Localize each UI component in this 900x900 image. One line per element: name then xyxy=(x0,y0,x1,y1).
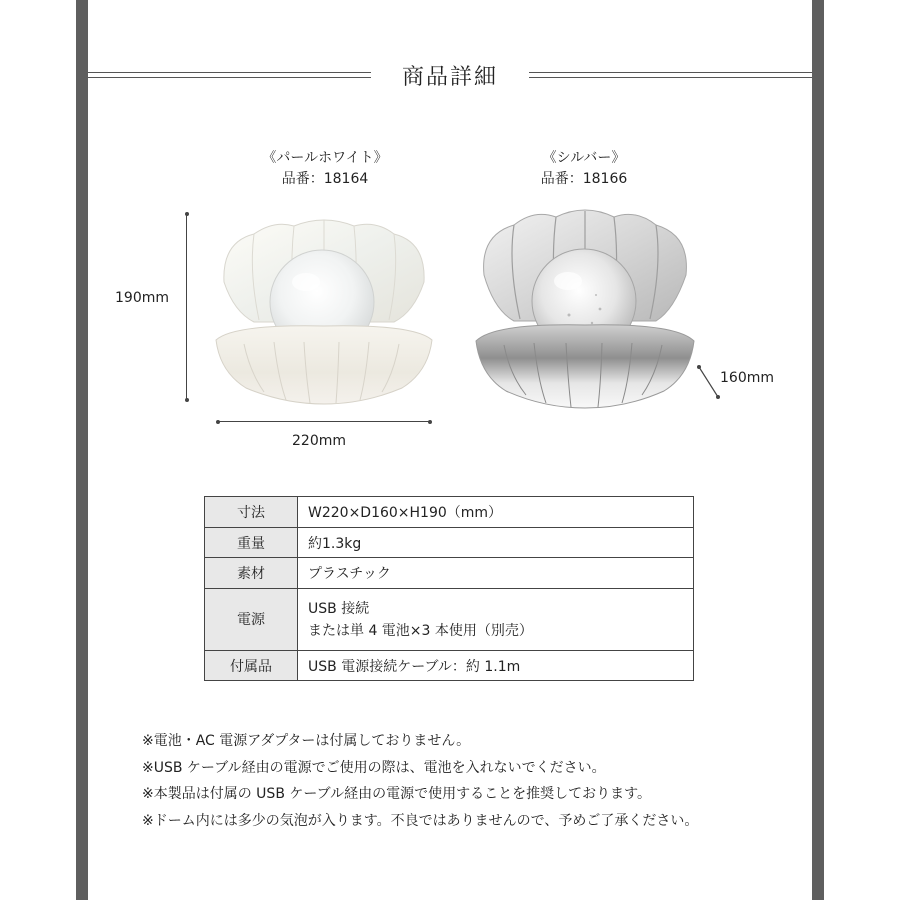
notes-list xyxy=(142,728,802,834)
spec-table xyxy=(204,496,694,681)
height-dimension-line xyxy=(186,214,187,400)
variant-pearl-name: 《パールホワイト》 xyxy=(262,150,388,166)
heading-rule-right xyxy=(529,72,812,78)
table-row xyxy=(205,589,694,651)
width-dimension-label: 220mm xyxy=(292,433,346,449)
section-heading xyxy=(88,56,812,96)
page-title: 商品詳細 xyxy=(401,65,498,90)
spec-value-material: プラスチック xyxy=(298,558,694,589)
spec-key-size: 寸法 xyxy=(205,497,298,528)
frame-border-right xyxy=(812,0,824,900)
spec-value-power-line2: または単 4 電池×3 本使用（別売） xyxy=(308,622,533,639)
variant-silver-name: 《シルバー》 xyxy=(542,150,626,166)
pearl-white-shell-lamp-image xyxy=(214,212,434,407)
table-row xyxy=(205,651,694,681)
note-item: ※本製品は付属の USB ケーブル経由の電源で使用することを推奨しております。 xyxy=(142,786,651,802)
spec-value-accessory: USB 電源接続ケーブル：約 1.1m xyxy=(298,651,694,681)
table-row xyxy=(205,558,694,589)
spec-key-weight: 重量 xyxy=(205,528,298,558)
variant-silver-code: 品番：18166 xyxy=(540,171,628,187)
width-dim-dot-left xyxy=(216,420,220,424)
variant-pearl-label xyxy=(215,148,435,190)
spec-value-weight: 約1.3kg xyxy=(298,528,694,558)
depth-dimension-label: 160mm xyxy=(720,370,774,386)
table-row xyxy=(205,497,694,528)
height-dimension-label: 190mm xyxy=(115,290,169,306)
spec-key-power: 電源 xyxy=(205,589,298,651)
note-item: ※USB ケーブル経由の電源でご使用の際は、電池を入れないでください。 xyxy=(142,759,606,776)
width-dimension-line xyxy=(218,421,430,422)
variant-silver-label xyxy=(474,148,694,190)
page-margin-left xyxy=(0,0,76,900)
note-item: ※ドーム内には多少の気泡が入ります。不良ではありませんので、予めご了承ください。 xyxy=(142,812,699,829)
spec-value-power-line1: USB 接続 xyxy=(308,600,370,617)
spec-key-accessory: 付属品 xyxy=(205,651,298,681)
spec-value-power xyxy=(298,589,694,651)
spec-key-material: 素材 xyxy=(205,558,298,589)
height-dim-dot-top xyxy=(185,212,189,216)
table-row xyxy=(205,528,694,558)
note-item: ※電池・AC 電源アダプターは付属しておりません。 xyxy=(142,733,471,749)
silver-shell-lamp-image xyxy=(474,205,696,410)
frame-border-left xyxy=(76,0,88,900)
variant-pearl-code: 品番：18164 xyxy=(281,171,369,187)
height-dim-dot-bottom xyxy=(185,398,189,402)
width-dim-dot-right xyxy=(428,420,432,424)
depth-dimension-line xyxy=(696,364,722,402)
page-margin-right xyxy=(824,0,900,900)
spec-value-size: W220×D160×H190（mm） xyxy=(298,497,694,528)
